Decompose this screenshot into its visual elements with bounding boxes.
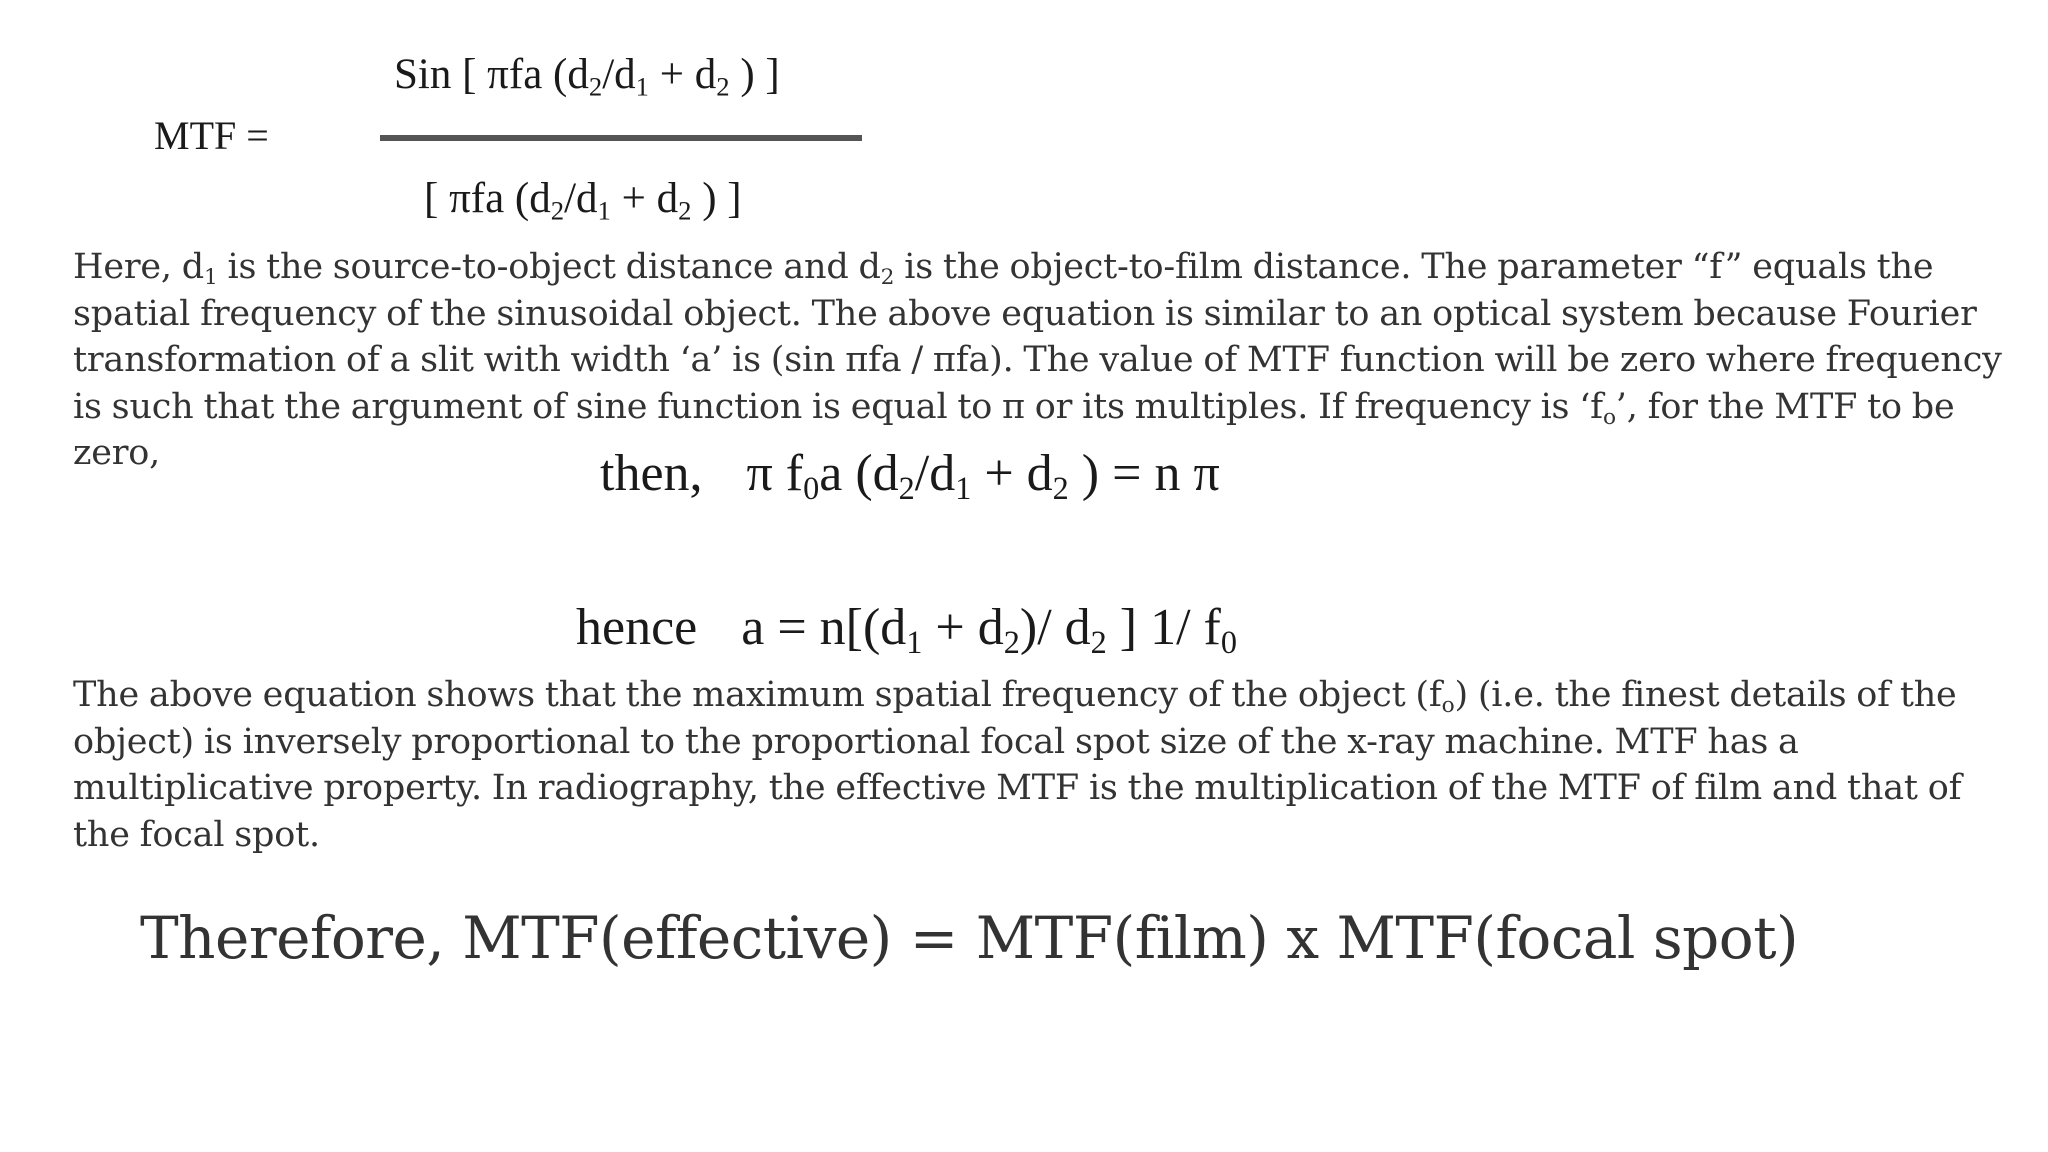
paragraph-definitions: Here, $d_1$ is the source-to-object distance and $d_2$ is the object-to-film distance. The parameter “f” equals the spatial frequency of the sinusoidal object. The above equation is similar to an optical system because Fourier transformation of a slit with width ‘a’ is (sin πfa / πfa). The value of MTF function will be zero where frequency is such that the argument of sine function is equal to π or its multiples. If frequency is ‘$f_o$’, for the MTF to be zero, — [73, 247, 2002, 473]
mtf-label: MTF = — [154, 113, 269, 158]
formula-denominator: [ πfa ($d_2/d_1 + d_2$ ) ] — [424, 175, 742, 226]
formula-numerator: Sin [ πfa ($d_2/d_1 + d_2$ ) ] — [394, 51, 780, 102]
paragraph-explanation: The above equation shows that the maximum spatial frequency of the object $(f_o)$ (i.e. the finest details of the object) is inversely proportional to the proportional focal spot size of the x-ray machine. MTF has a multiplicative property. In radiography, the effective MTF is the multiplication of the MTF of film and that of the focal spot. — [73, 675, 1962, 855]
equation-hence: hence $a = n[(d_1 + d_2)/$ $d_2$ ] 1/ $f_0$ — [576, 599, 1237, 661]
conclusion-equation: Therefore, MTF(effective) = MTF(film) x MTF(focal spot) — [140, 904, 1799, 972]
equation-then: then, π $f_0a$ ($d_2/d_1 + d_2$ ) = n π — [600, 445, 1220, 507]
fraction-bar — [380, 135, 862, 141]
